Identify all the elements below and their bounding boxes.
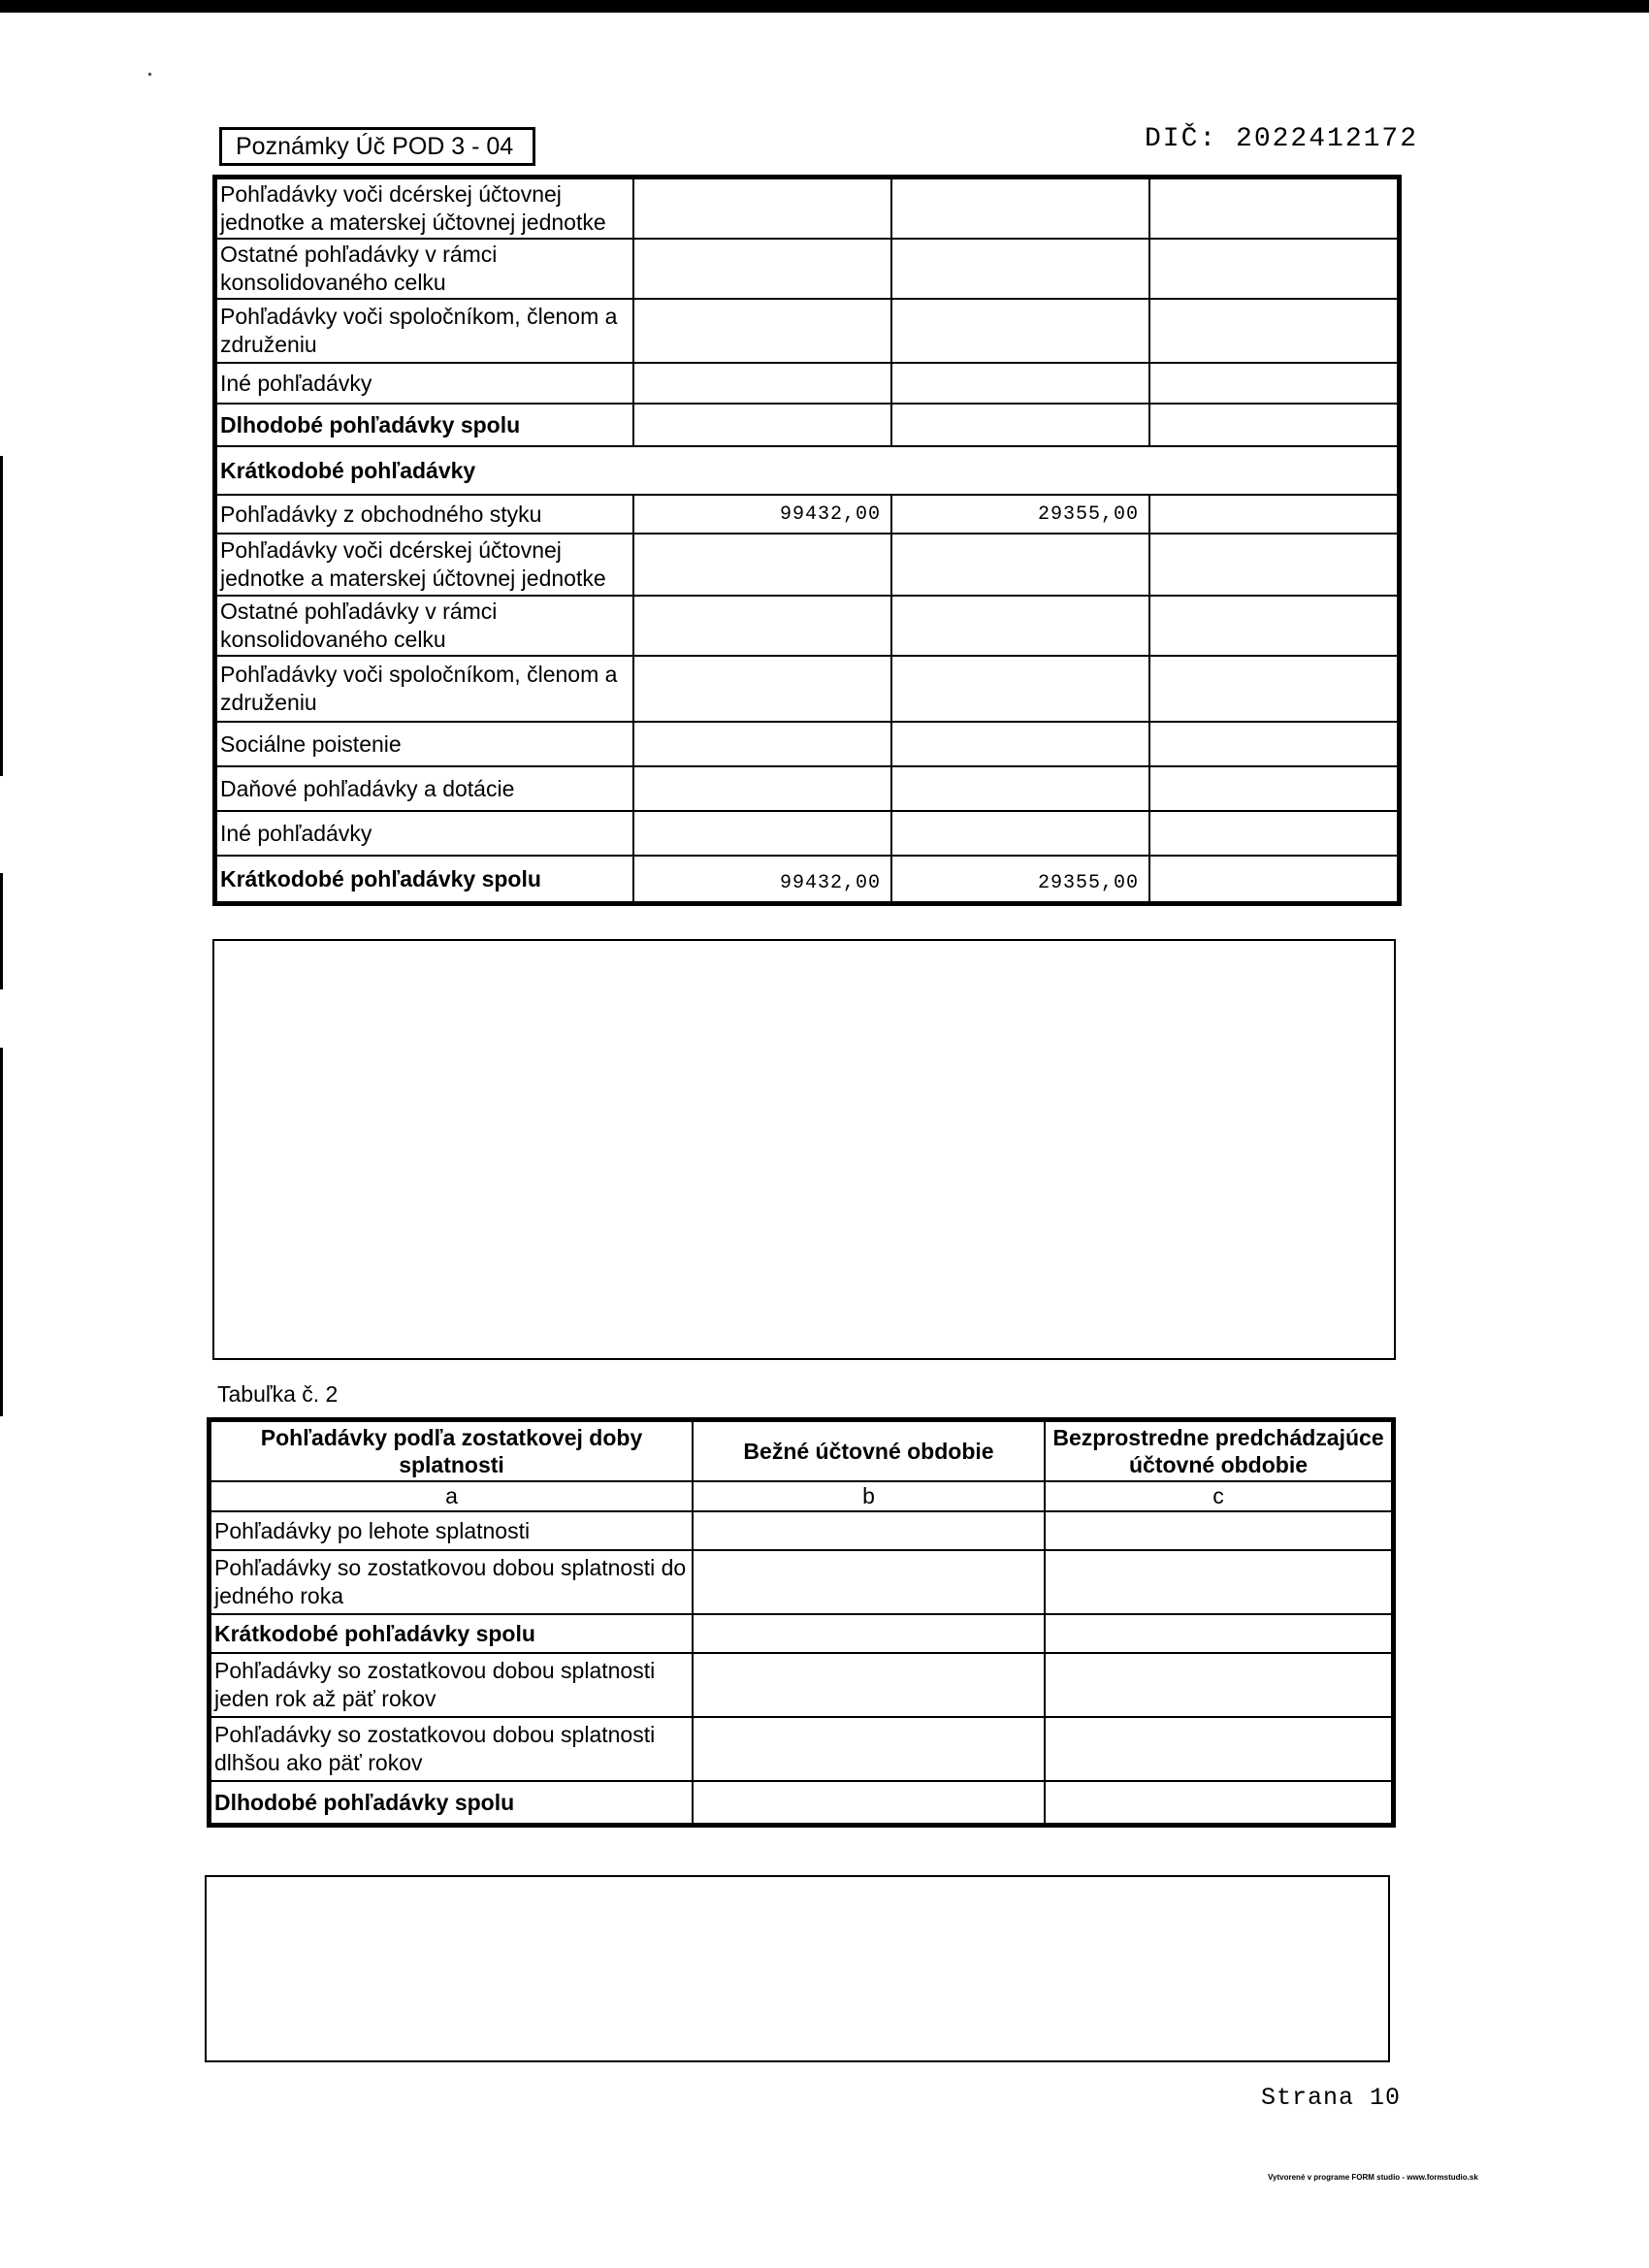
value-cell-b bbox=[633, 766, 891, 811]
row-label: Pohľadávky po lehote splatnosti bbox=[210, 1511, 693, 1550]
value-cell-d bbox=[1149, 656, 1398, 722]
value-cell-b bbox=[633, 239, 891, 299]
value-cell-b bbox=[693, 1614, 1045, 1653]
table-row bbox=[216, 178, 1398, 239]
table-row bbox=[210, 1653, 1392, 1717]
subheader-a: a bbox=[210, 1481, 693, 1511]
subheader-c: c bbox=[1045, 1481, 1392, 1511]
value-cell-d bbox=[1149, 178, 1398, 239]
value-cell-b bbox=[633, 363, 891, 404]
row-label: Pohľadávky voči spoločníkom, členom a združeniu bbox=[216, 656, 633, 722]
value-cell-b bbox=[693, 1781, 1045, 1824]
value-cell-b bbox=[633, 534, 891, 596]
table2-caption: Tabuľka č. 2 bbox=[217, 1381, 339, 1407]
value-cell-b bbox=[633, 178, 891, 239]
row-label: Pohľadávky voči dcérskej účtovnej jednotke a materskej účtovnej jednotke bbox=[216, 534, 633, 596]
row-label: Pohľadávky voči dcérskej účtovnej jednotke a materskej účtovnej jednotke bbox=[216, 178, 633, 239]
table-row bbox=[210, 1614, 1392, 1653]
row-label: Daňové pohľadávky a dotácie bbox=[216, 766, 633, 811]
scan-left-edge bbox=[0, 873, 3, 989]
value-cell-b bbox=[693, 1511, 1045, 1550]
value-cell-d bbox=[1149, 811, 1398, 856]
table-row bbox=[216, 239, 1398, 299]
table-row bbox=[210, 1781, 1392, 1824]
receivables-table bbox=[215, 178, 1399, 903]
notes-box-2 bbox=[205, 1875, 1390, 2062]
table-row bbox=[216, 766, 1398, 811]
value-cell-c bbox=[1045, 1781, 1392, 1824]
value-cell-c bbox=[1045, 1550, 1392, 1614]
value-cell-c bbox=[891, 811, 1149, 856]
table-row bbox=[210, 1511, 1392, 1550]
value-cell-c: 29355,00 bbox=[891, 856, 1149, 902]
value-cell-b bbox=[633, 722, 891, 766]
section-heading: Krátkodobé pohľadávky bbox=[216, 446, 1398, 495]
header-col-c: Bezprostredne predchádzajúce účtovné obdobie bbox=[1045, 1421, 1392, 1481]
tax-id: DIČ: 2022412172 bbox=[1145, 124, 1419, 154]
row-label: Krátkodobé pohľadávky spolu bbox=[210, 1614, 693, 1653]
value-cell-c bbox=[891, 363, 1149, 404]
table-row bbox=[216, 656, 1398, 722]
value-cell-c bbox=[891, 596, 1149, 656]
value-cell-b: 99432,00 bbox=[633, 495, 891, 534]
value-cell-c bbox=[891, 722, 1149, 766]
value-cell-d bbox=[1149, 495, 1398, 534]
value-cell-b bbox=[633, 596, 891, 656]
table-row bbox=[216, 363, 1398, 404]
header-col-a: Pohľadávky podľa zostatkovej doby splatnosti bbox=[210, 1421, 693, 1481]
table-row bbox=[216, 722, 1398, 766]
value-cell-b bbox=[633, 404, 891, 446]
software-credit: Vytvorené v programe FORM studio - www.formstudio.sk bbox=[1268, 2173, 1478, 2182]
maturity-table bbox=[210, 1420, 1393, 1825]
value-cell-b bbox=[693, 1653, 1045, 1717]
value-cell-b: 99432,00 bbox=[633, 856, 891, 902]
notes-box bbox=[212, 939, 1396, 1360]
table-row bbox=[216, 856, 1398, 902]
row-label: Dlhodobé pohľadávky spolu bbox=[216, 404, 633, 446]
row-label: Iné pohľadávky bbox=[216, 811, 633, 856]
value-cell-c bbox=[891, 239, 1149, 299]
value-cell-d bbox=[1149, 239, 1398, 299]
row-label: Sociálne poistenie bbox=[216, 722, 633, 766]
row-label: Dlhodobé pohľadávky spolu bbox=[210, 1781, 693, 1824]
row-label: Pohľadávky z obchodného styku bbox=[216, 495, 633, 534]
value-cell-d bbox=[1149, 856, 1398, 902]
value-cell-d bbox=[1149, 404, 1398, 446]
value-cell-d bbox=[1149, 596, 1398, 656]
table-row bbox=[216, 534, 1398, 596]
value-cell-c bbox=[1045, 1614, 1392, 1653]
value-cell-c bbox=[891, 404, 1149, 446]
table-row bbox=[216, 596, 1398, 656]
header-col-b: Bežné účtovné obdobie bbox=[693, 1421, 1045, 1481]
value-cell-d bbox=[1149, 722, 1398, 766]
scan-left-edge bbox=[0, 456, 3, 776]
row-label: Ostatné pohľadávky v rámci konsolidovaného celku bbox=[216, 239, 633, 299]
table-row bbox=[216, 404, 1398, 446]
scan-speck bbox=[148, 73, 151, 76]
table-row bbox=[210, 1550, 1392, 1614]
scan-top-border bbox=[0, 0, 1649, 13]
value-cell-c bbox=[891, 656, 1149, 722]
value-cell-b bbox=[633, 299, 891, 363]
value-cell-c: 29355,00 bbox=[891, 495, 1149, 534]
value-cell-c bbox=[1045, 1717, 1392, 1781]
value-cell-d bbox=[1149, 534, 1398, 596]
form-id-label: Poznámky Úč POD 3 - 04 bbox=[219, 127, 535, 166]
table-row bbox=[216, 446, 1398, 495]
value-cell-c bbox=[891, 299, 1149, 363]
value-cell-c bbox=[891, 766, 1149, 811]
row-label: Krátkodobé pohľadávky spolu bbox=[216, 856, 633, 902]
page-number: Strana 10 bbox=[1261, 2084, 1402, 2112]
table-row bbox=[216, 811, 1398, 856]
value-cell-c bbox=[1045, 1511, 1392, 1550]
value-cell-d bbox=[1149, 766, 1398, 811]
value-cell-b bbox=[693, 1717, 1045, 1781]
row-label: Pohľadávky so zostatkovou dobou splatnosti jeden rok až päť rokov bbox=[210, 1653, 693, 1717]
row-label: Pohľadávky voči spoločníkom, členom a združeniu bbox=[216, 299, 633, 363]
value-cell-c bbox=[891, 178, 1149, 239]
value-cell-b bbox=[693, 1550, 1045, 1614]
value-cell-b bbox=[633, 811, 891, 856]
row-label: Pohľadávky so zostatkovou dobou splatnosti dlhšou ako päť rokov bbox=[210, 1717, 693, 1781]
row-label: Iné pohľadávky bbox=[216, 363, 633, 404]
row-label: Pohľadávky so zostatkovou dobou splatnosti do jedného roka bbox=[210, 1550, 693, 1614]
table-row bbox=[210, 1717, 1392, 1781]
value-cell-d bbox=[1149, 363, 1398, 404]
value-cell-b bbox=[633, 656, 891, 722]
row-label: Ostatné pohľadávky v rámci konsolidovaného celku bbox=[216, 596, 633, 656]
table-row bbox=[216, 299, 1398, 363]
value-cell-c bbox=[1045, 1653, 1392, 1717]
table-row bbox=[216, 495, 1398, 534]
value-cell-d bbox=[1149, 299, 1398, 363]
value-cell-c bbox=[891, 534, 1149, 596]
subheader-b: b bbox=[693, 1481, 1045, 1511]
scan-left-edge bbox=[0, 1048, 3, 1416]
